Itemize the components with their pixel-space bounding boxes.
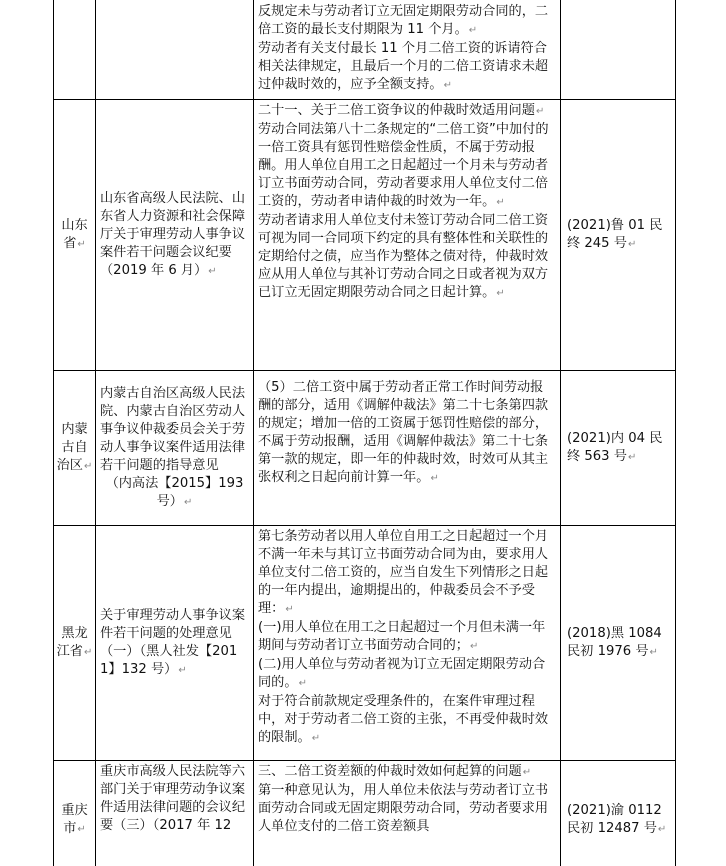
document-cell	[96, 0, 254, 100]
case-number-cell: (2021)渝 0112 民初 12487 号↵	[561, 761, 676, 866]
content-cell	[254, 100, 561, 371]
document-cell: 重庆市高级人民法院等六部门关于审理劳动争议案件适用法律问题的会议纪要（三）（2017 年 12	[96, 761, 254, 866]
document-number: （内高法【2015】193 号）↵	[105, 475, 244, 509]
table-row	[54, 100, 676, 371]
content-cell	[254, 0, 561, 100]
content-paragraph: 三、二倍工资差额的仲裁时效如何起算的问题↵	[258, 764, 532, 779]
content-paragraph: 第七条劳动者以用人单位自用工之日起超过一个月不满一年未与其订立书面劳动合同为由，要求用人单位支付二倍工资的，应当自发生下列情形之日起的一年内提出，逾期提出的，仲裁委员会不予受理：↵	[258, 529, 549, 616]
province-cell: 内蒙古自治区↵	[54, 371, 96, 526]
province-cell: 重庆市↵	[54, 761, 96, 866]
document-cell	[96, 371, 254, 526]
content-paragraph: 对于符合前款规定受理条件的，在案件审理过程中，对于劳动者二倍工资的主张，不再受仲裁时效的限制。↵	[258, 694, 549, 745]
province-cell	[54, 0, 96, 100]
law-comparison-table	[53, 0, 676, 866]
content-paragraph: 劳动合同法第八十二条规定的“二倍工资”中加付的一倍工资具有惩罚性赔偿金性质，不属于劳动报酬。用人单位自用工之日起超过一个月未与劳动者订立书面劳动合同，劳动者要求用人单位支付二倍工资的，劳动者申请仲裁的时效为一年。↵	[258, 122, 549, 209]
case-number-cell: (2021)鲁 01 民终 245 号↵	[561, 100, 676, 371]
content-paragraph: 劳动者请求用人单位支付未签订劳动合同二倍工资可视为同一合同项下约定的具有整体性和关联性的定期给付之债，应当作为整体之债对待，仲裁时效应从用人单位与其补订劳动合同之日或者视为双方已订立无固定期限劳动合同之日起计算。↵	[258, 213, 549, 300]
content-paragraph: 反规定未与劳动者订立无固定期限劳动合同的，二倍工资的最长支付期限为 11 个月。↵	[258, 4, 549, 37]
content-cell	[254, 761, 561, 866]
province-cell: 黑龙江省↵	[54, 526, 96, 761]
table-row	[54, 371, 676, 526]
document-cell: 山东省高级人民法院、山东省人力资源和社会保障厅关于审理劳动人事争议案件若干问题会议纪要（2019 年 6 月）↵	[96, 100, 254, 371]
document-title: 内蒙古自治区高级人民法院、内蒙古自治区劳动人事争议仲裁委员会关于劳动人事争议案件适用法律若干问题的指导意见	[100, 385, 246, 473]
table-row	[54, 526, 676, 761]
content-paragraph: （5）二倍工资中属于劳动者正常工作时间劳动报酬的部分，适用《调解仲裁法》第二十七条第四款的规定；增加一倍的工资属于惩罚性赔偿的部分，不属于劳动报酬，适用《调解仲裁法》第二十七条第一款的规定，即一年的仲裁时效，时效可从其主张权利之日起向前计算一年。↵	[258, 380, 549, 485]
document-cell: 关于审理劳动人事争议案件若干问题的处理意见（一）（黑人社发【2011】132 号）↵	[96, 526, 254, 761]
case-number-cell: (2021)内 04 民终 563 号↵	[561, 371, 676, 526]
content-paragraph: 二十一、关于二倍工资争议的仲裁时效适用问题↵	[258, 103, 545, 118]
case-number-cell	[561, 0, 676, 100]
table-row	[54, 0, 676, 100]
content-paragraph: (二)用人单位与劳动者视为订立无固定期限劳动合同的。↵	[258, 657, 546, 690]
content-paragraph: 第一种意见认为，用人单位未依法与劳动者订立书面劳动合同或无固定期限劳动合同，劳动者要求用人单位支付的二倍工资差额具	[258, 783, 549, 834]
content-cell	[254, 371, 561, 526]
case-number-cell: (2018)黑 1084 民初 1976 号↵	[561, 526, 676, 761]
content-paragraph: 劳动者有关支付最长 11 个月二倍工资的诉请符合相关法律规定，且最后一个月的二倍工资请求未超过仲裁时效的，应予全额支持。↵	[258, 41, 549, 92]
content-paragraph: (一)用人单位在用工之日起超过一个月但未满一年期间与劳动者订立书面劳动合同的；↵	[258, 620, 546, 653]
table-row	[54, 761, 676, 866]
province-cell: 山东省↵	[54, 100, 96, 371]
content-cell	[254, 526, 561, 761]
